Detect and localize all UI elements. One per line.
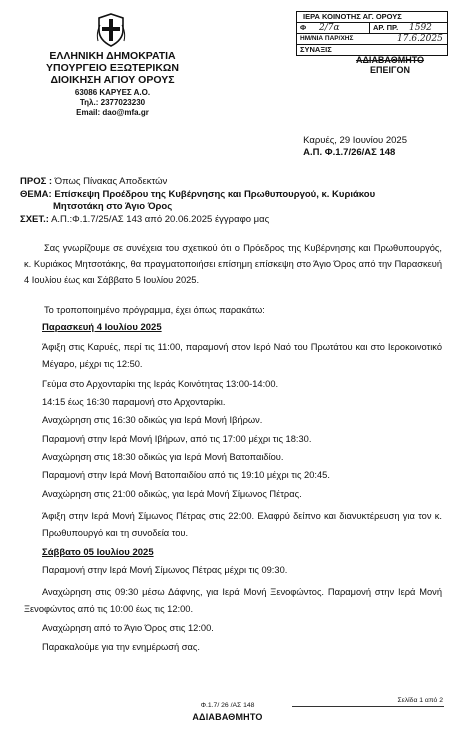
- day2-title: Σάββατο 05 Ιουλίου 2025: [42, 547, 154, 558]
- footer-reference: Φ.1.7/ 26 /ΑΣ 148: [200, 702, 255, 709]
- schedule-item: Άφιξη στην Ιερά Μονή Σίμωνος Πέτρας στις 22:00. Ελαφρύ δείπνο και διανυκτέρευση για τον κ. Πρωθυπουργό και τη συνοδεία του.: [42, 511, 442, 538]
- classification-urgency: ΕΠΕΙΓΟΝ: [370, 65, 410, 75]
- schedule-item: Παραμονή στην Ιερά Μονή Ιβήρων, από τις 17:00 μέχρι τις 18:30.: [42, 434, 312, 444]
- stamp-protocol-value: 1592: [409, 23, 432, 33]
- header-organization: [30, 50, 195, 86]
- header-org-line: ΥΠΟΥΡΓΕΙΟ ΕΞΩΤΕΡΙΚΩΝ: [46, 62, 179, 74]
- schedule-item: Γεύμα στο Αρχονταρίκι της Ιεράς Κοινότητας 13:00-14:00.: [42, 379, 279, 389]
- stamp-file-row: [297, 23, 447, 34]
- stamp-file-label: Φ: [300, 23, 307, 32]
- subject-value-1: Επίσκεψη Προέδρου της Κυβέρνησης και Πρωθυπουργού, κ. Κυριάκου: [54, 189, 376, 200]
- recipient-value: Όπως Πίνακας Αποδεκτών: [54, 176, 168, 187]
- schedule-item: Παραμονή στην Ιερά Μονή Σίμωνος Πέτρας μέχρι τις 09:30.: [42, 565, 288, 575]
- stamp-title-row: [297, 12, 447, 23]
- page-number: Σελίδα 1 από 2: [397, 697, 443, 704]
- subject-line-2: [53, 201, 172, 213]
- stamp-date-label: ΗΜ/ΝΙΑ ΠΑΡ/ΧΗΣ: [300, 35, 354, 42]
- stamp-file-value: 2/7α: [319, 23, 340, 33]
- schedule-item: Αναχώρηση στις 18:30 οδικώς για Ιερά Μονή Βατοπαιδίου.: [42, 452, 284, 462]
- recipient-label: ΠΡΟΣ :: [20, 176, 53, 187]
- schedule-item: Παραμονή στην Ιερά Μονή Βατοπαιδίου από τις 19:10 μέχρι τις 20:45.: [42, 470, 330, 480]
- header-org-line: ΕΛΛΗΝΙΚΗ ΔΗΜΟΚΡΑΤΙΑ: [49, 50, 176, 62]
- schedule-item: Αναχώρηση στις 21:00 οδικώς, για Ιερά Μονή Σίμωνος Πέτρας.: [42, 489, 302, 499]
- stamp-title: ΙΕΡΑ ΚΟΙΝΟΤΗΣ ΑΓ. ΟΡΟΥΣ: [303, 12, 402, 21]
- header-org-line: ΔΙΟΙΚΗΣΗ ΑΓΙΟΥ ΟΡΟΥΣ: [50, 74, 175, 86]
- reference-line: [20, 214, 269, 226]
- reference-value: Α.Π.:Φ.1.7/25/ΑΣ 143 από 20.06.2025 έγγραφο μας: [51, 214, 270, 225]
- subject-value-2: Μητσοτάκη στο Άγιο Όρος: [53, 201, 173, 212]
- subject-label: ΘΕΜΑ:: [20, 189, 52, 200]
- schedule-item: Αναχώρηση στις 16:30 οδικώς για Ιερά Μονή Ιβήρων.: [42, 415, 263, 425]
- schedule-item: 14:15 έως 16:30 παραμονή στο Αρχονταρίκι.: [42, 397, 226, 407]
- date-reference-block: [303, 135, 407, 159]
- header-email: Email: dao@mfa.gr: [76, 108, 149, 117]
- reference-label: ΣΧΕΤ.:: [20, 214, 49, 225]
- registration-stamp: [296, 11, 448, 56]
- recipient-line: [20, 176, 167, 188]
- day1-title: Παρασκευή 4 Ιουλίου 2025: [42, 322, 162, 333]
- stamp-protocol-label: ΑΡ. ΠΡ.: [369, 23, 398, 33]
- document-date: Καρυές, 29 Ιουνίου 2025: [303, 135, 407, 146]
- header-phone: Τηλ.: 2377023230: [79, 98, 146, 107]
- stamp-synaxis-row: [297, 45, 447, 55]
- header-address: 63086 ΚΑΡΥΕΣ Α.Ο.: [74, 88, 151, 97]
- schedule-item: Αναχώρηση από το Άγιο Όρος στις 12:00.: [42, 623, 214, 633]
- schedule-item: Άφιξη στις Καρυές, περί τις 11:00, παραμονή στον Ιερό Ναό του Πρωτάτου και στο Ιεροκοινοτικό Μέγαρο, μέχρι τις 12:50.: [42, 342, 442, 369]
- header-contact: [30, 88, 195, 118]
- classification-block: [330, 55, 450, 75]
- subject-line: [20, 189, 445, 201]
- stamp-date-value: 17.6.2025: [397, 34, 443, 44]
- greek-coat-of-arms-icon: [96, 13, 126, 47]
- stamp-synaxis-label: ΣΥΝΑΞΙΣ: [300, 45, 332, 54]
- closing-line: Παρακαλούμε για την ενημέρωσή σας.: [42, 642, 200, 652]
- schedule-item: Αναχώρηση στις 09:30 μέσω Δάφνης, για Ιερά Μονή Ξενοφώντος. Παραμονή στην Ιερά Μονή Ξενοφώντος από τις 10:00 έως τις 12:00.: [24, 587, 442, 614]
- intro-paragraph: Σας γνωρίζουμε σε συνέχεια του σχετικού ότι ο Πρόεδρος της Κυβέρνησης και Πρωθυπουργός, κ. Κυριάκος Μητσοτάκης, θα πραγματοποιήσει επίσημη επίσκεψη στο Άγιο Όρος από την Παρασκευή 4 Ιουλίου έως και Σάββατο 5 Ιουλίου 2025.: [24, 243, 442, 285]
- document-reference: Α.Π. Φ.1.7/26/ΑΣ 148: [303, 147, 396, 158]
- program-intro: Το τροποποιημένο πρόγραμμα, έχει όπως παρακάτω:: [44, 305, 265, 315]
- classification-top: ΑΔΙΑΒΑΘΜΗΤΟ: [355, 55, 425, 65]
- footer-classification: ΑΔΙΑΒΑΘΜΗΤΟ: [192, 712, 263, 722]
- stamp-date-row: [297, 34, 447, 45]
